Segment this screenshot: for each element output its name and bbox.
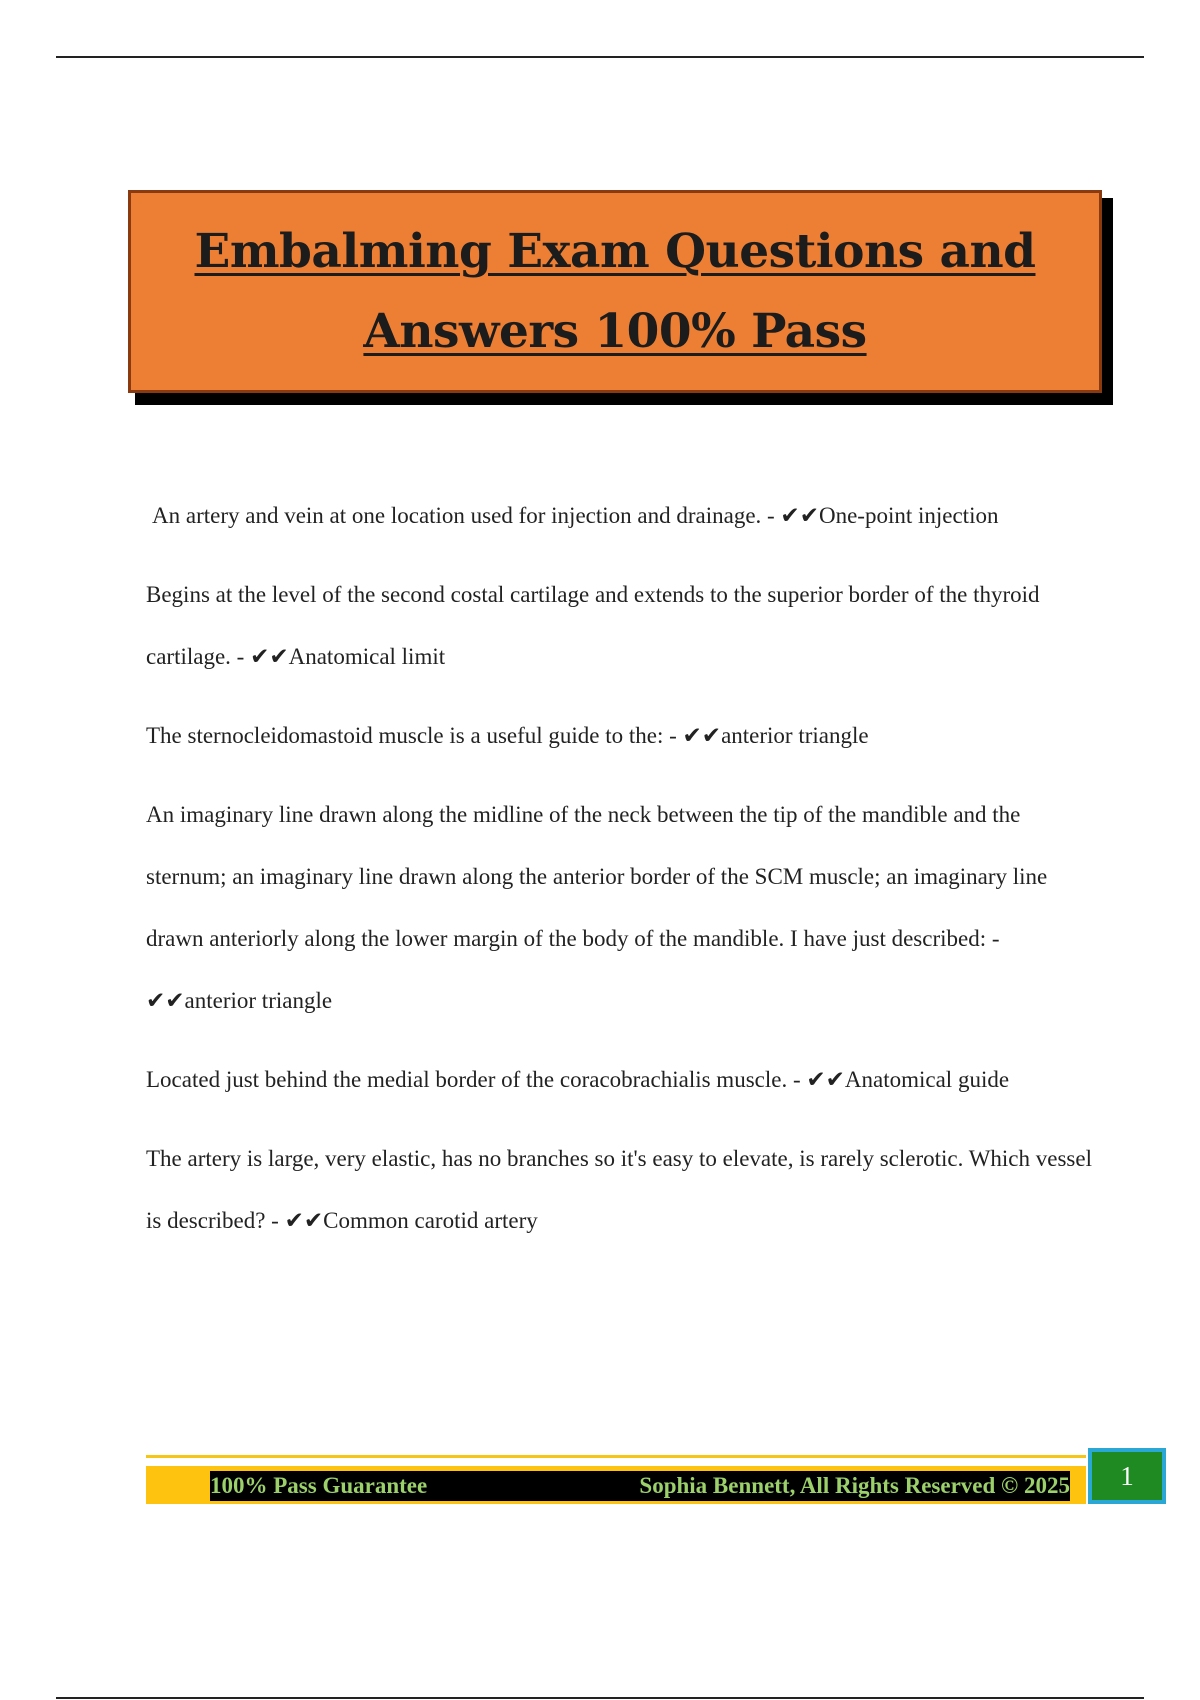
qa-list — [146, 485, 1096, 1269]
title-line-1: Embalming Exam Questions and — [194, 223, 1036, 279]
qa-item: Begins at the level of the second costal cartilage and extends to the superior border of the thyroid cartilage. - ✔✔Anatomical limit — [146, 582, 1040, 669]
footer-guarantee-text: 100% Pass Guarantee — [210, 1473, 428, 1498]
qa-item: An artery and vein at one location used for injection and drainage. - ✔✔One-point injection — [152, 503, 999, 528]
footer-rule — [146, 1455, 1086, 1458]
qa-item: The artery is large, very elastic, has no branches so it's easy to elevate, is rarely sclerotic. Which vessel is described? - ✔✔Common carotid artery — [146, 1146, 1092, 1233]
qa-item: Located just behind the medial border of the coracobrachialis muscle. - ✔✔Anatomical guide — [146, 1067, 1010, 1092]
qa-item: An imaginary line drawn along the midline of the neck between the tip of the mandible and the sternum; an imaginary line drawn along the anterior border of the SCM muscle; an imaginary line drawn anteriorly along the lower margin of the body of the mandible. I have just described: - ✔✔anterior triangle — [146, 802, 1048, 1013]
top-rule — [56, 56, 1144, 58]
footer-copyright-text: Sophia Bennett, All Rights Reserved © 2025 — [639, 1473, 1070, 1498]
bottom-rule — [56, 1697, 1144, 1699]
title-line-2: Answers 100% Pass — [363, 303, 867, 359]
page-number: 1 — [1088, 1448, 1166, 1504]
qa-item: The sternocleidomastoid muscle is a useful guide to the: - ✔✔anterior triangle — [146, 723, 869, 748]
title-box — [128, 190, 1102, 393]
